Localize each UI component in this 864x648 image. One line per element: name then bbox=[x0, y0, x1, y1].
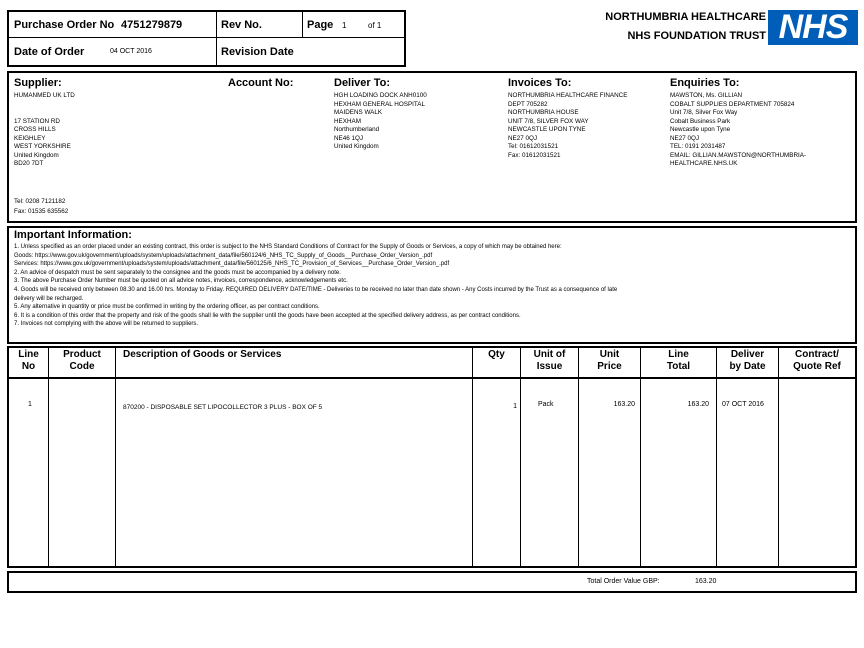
trust-name-line1: NORTHUMBRIA HEALTHCARE bbox=[605, 11, 766, 23]
deliver-to-address bbox=[334, 92, 427, 152]
supplier-address bbox=[14, 92, 75, 169]
column-divider bbox=[48, 348, 49, 566]
total-order-label: Total Order Value GBP: bbox=[587, 578, 660, 585]
page-number: 1 bbox=[342, 21, 347, 30]
supplier-line: United Kingdom bbox=[14, 151, 59, 159]
info-line: delivery will be recharged. bbox=[14, 295, 84, 302]
table-header-divider bbox=[9, 377, 855, 379]
col-header-line-no: Line No bbox=[18, 349, 39, 372]
supplier-line: CROSS HILLS bbox=[14, 126, 56, 133]
invoices-to-address bbox=[508, 92, 627, 160]
invoice-line: NORTHUMBRIA HOUSE bbox=[508, 109, 579, 116]
info-line: 7. Invoices not complying with the above will be returned to suppliers. bbox=[14, 321, 199, 328]
enquiry-line: TEL: 0191 2031487 bbox=[670, 143, 726, 150]
supplier-line bbox=[14, 109, 75, 118]
important-info-label: Important Information: bbox=[14, 229, 132, 241]
invoice-line: DEPT 705282 bbox=[508, 100, 548, 108]
column-divider bbox=[640, 348, 641, 566]
invoice-line: Fax: 01612031521 bbox=[508, 151, 561, 159]
cell-deliver-by-date: 07 OCT 2016 bbox=[722, 401, 764, 408]
col-header-contract-quote-ref: Contract/ Quote Ref bbox=[793, 349, 841, 372]
deliver-line: MAIDENS WALK bbox=[334, 109, 383, 116]
column-divider bbox=[578, 348, 579, 566]
important-info-text bbox=[14, 243, 617, 329]
column-divider bbox=[716, 348, 717, 566]
column-divider bbox=[778, 348, 779, 566]
col-header-product-code: Product Code bbox=[63, 349, 101, 372]
enquiry-line: HEALTHCARE.NHS.UK bbox=[670, 160, 738, 167]
invoice-line: UNIT 7/8, SILVER FOX WAY bbox=[508, 117, 589, 125]
page-label: Page bbox=[307, 19, 334, 31]
enquiry-line: Cobalt Business Park bbox=[670, 117, 731, 125]
info-line: 5. Any alternative in quantity or price must be confirmed in writing by the ordering officer, as per contract conditions. bbox=[14, 304, 320, 311]
divider bbox=[302, 12, 303, 37]
enquiry-line: MAWSTON, Ms. GILLIAN bbox=[670, 92, 743, 99]
supplier-line: WEST YORKSHIRE bbox=[14, 143, 71, 150]
supplier-line: BD20 7DT bbox=[14, 160, 44, 167]
supplier-tel: Tel: 0208 7121182 bbox=[14, 198, 66, 205]
invoice-line: Tel: 01612031521 bbox=[508, 143, 559, 150]
deliver-line: HEXHAM GENERAL HOSPITAL bbox=[334, 100, 425, 108]
order-total-box bbox=[7, 571, 857, 593]
column-divider bbox=[520, 348, 521, 566]
line-items-table bbox=[7, 346, 857, 568]
supplier-line: 17 STATION RD bbox=[14, 117, 60, 125]
rev-label: Rev No. bbox=[221, 19, 262, 31]
enquiries-to-address bbox=[670, 92, 806, 169]
enquiry-line: Unit 7/8, Silver Fox Way bbox=[670, 109, 738, 116]
col-header-description: Description of Goods or Services bbox=[123, 349, 282, 360]
date-label: Date of Order bbox=[14, 46, 85, 58]
col-header-qty: Qty bbox=[488, 349, 505, 360]
info-line: Goods: https://www.gov.uk/government/uploads/system/uploads/attachment_data/file/560124/6_NHS_TC_Supply_of_Goods__Purchase_Order_Version_.pdf bbox=[14, 252, 433, 259]
po-label: Purchase Order No bbox=[14, 19, 115, 31]
revision-date-label: Revision Date bbox=[221, 46, 294, 58]
divider bbox=[9, 37, 404, 38]
col-header-deliver-by-date: Deliver by Date bbox=[729, 349, 766, 372]
invoice-line: NORTHUMBRIA HEALTHCARE FINANCE bbox=[508, 92, 628, 99]
cell-qty: 1 bbox=[513, 403, 517, 410]
enquiries-to-label: Enquiries To: bbox=[670, 77, 740, 89]
info-line: 4. Goods will be received only between 08.30 and 16.00 hrs. Monday to Friday. REQUIRED DELIVERY DATE/TIME - Deliveries to be received no later than date shown - Any Costs incurred by the Trust as a consequence of late bbox=[14, 286, 618, 293]
date-value: 04 OCT 2016 bbox=[110, 48, 152, 55]
deliver-to-label: Deliver To: bbox=[334, 77, 391, 89]
supplier-line: KEIGHLEY bbox=[14, 134, 46, 142]
total-order-value: 163.20 bbox=[695, 578, 717, 585]
invoice-line: NE27 0QJ bbox=[508, 134, 538, 142]
enquiry-line: COBALT SUPPLIES DEPARTMENT 705824 bbox=[670, 100, 795, 108]
enquiry-line: Newcastle upon Tyne bbox=[670, 126, 731, 133]
page-of: of 1 bbox=[368, 21, 382, 30]
nhs-logo: NHS bbox=[768, 10, 858, 45]
column-divider bbox=[472, 348, 473, 566]
col-header-line-total: Line Total bbox=[666, 349, 691, 372]
deliver-line: NE46 1QJ bbox=[334, 134, 364, 142]
trust-name-line2: NHS FOUNDATION TRUST bbox=[627, 30, 766, 42]
info-line: Services: https://www.gov.uk/government/uploads/system/uploads/attachment_data/file/560125/6_NHS_TC_Provision_of_Services__Purchase_Order_Version_.pdf bbox=[14, 261, 450, 268]
col-header-unit-price: Unit Price bbox=[597, 349, 622, 372]
cell-unit-price: 163.20 bbox=[613, 401, 635, 408]
supplier-line: HUMANMED UK LTD bbox=[14, 92, 75, 99]
cell-line-no: 1 bbox=[28, 401, 32, 408]
enquiry-line: NE27 0QJ bbox=[670, 134, 700, 142]
info-line: 2. An advice of despatch must be sent separately to the consignee and the goods must be accompanied by a delivery note. bbox=[14, 269, 341, 276]
divider bbox=[216, 12, 217, 65]
supplier-label: Supplier: bbox=[14, 77, 62, 89]
cell-unit-of-issue: Pack bbox=[538, 401, 554, 408]
cell-line-total: 163.20 bbox=[687, 401, 709, 408]
deliver-line: United Kingdom bbox=[334, 143, 379, 150]
enquiry-line: EMAIL: GILLIAN.MAWSTON@NORTHUMBRIA- bbox=[670, 151, 807, 159]
supplier-line bbox=[14, 101, 75, 110]
column-divider bbox=[115, 348, 116, 566]
invoice-line: NEWCASTLE UPON TYNE bbox=[508, 126, 586, 133]
supplier-fax: Fax: 01535 635562 bbox=[14, 208, 69, 215]
info-line: 3. The above Purchase Order Number must be quoted on all advice notes, invoices, correspondence, acknowledgements etc. bbox=[14, 278, 348, 285]
info-line: 1. Unless specified as an order placed under an existing contract, this order is subject to the NHS Standard Conditions of Contract for the Supply of Goods or Services, a copy of which may be obtained here: bbox=[14, 244, 562, 250]
deliver-line: HEXHAM bbox=[334, 117, 361, 125]
cell-description: 870200 - DISPOSABLE SET LIPOCOLLECTOR 3 PLUS - BOX OF 5 bbox=[123, 404, 323, 411]
info-line: 6. It is a condition of this order that the property and risk of the goods shall lie with the supplier until the goods have been accepted at the specified delivery address, as per contract conditions. bbox=[14, 312, 521, 319]
deliver-line: HGH LOADING DOCK ANH0100 bbox=[334, 92, 427, 99]
po-number: 4751279879 bbox=[121, 19, 183, 31]
invoices-to-label: Invoices To: bbox=[508, 77, 572, 89]
col-header-unit-of-issue: Unit of Issue bbox=[533, 349, 566, 372]
deliver-line: Northumberland bbox=[334, 126, 380, 133]
account-label: Account No: bbox=[228, 77, 294, 89]
